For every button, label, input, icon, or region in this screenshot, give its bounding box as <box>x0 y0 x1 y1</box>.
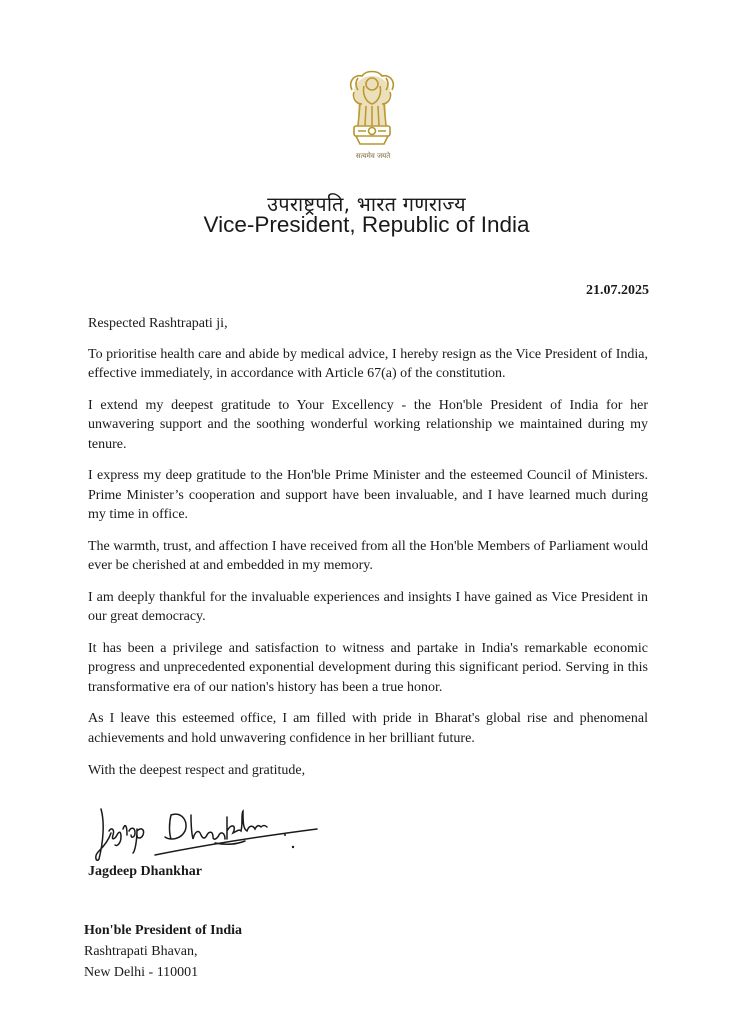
paragraph-pm-gratitude: I express my deep gratitude to the Hon'ble Prime Minister and the esteemed Council of Ministers. Prime Minister’s cooperation and support have been invaluable, and I have learned much during my time in office. <box>88 468 648 523</box>
paragraph-experiences: I am deeply thankful for the invaluable experiences and insights I have gained as Vice President in our great democracy. <box>88 589 648 625</box>
letter-body <box>88 345 648 792</box>
paragraph-president-gratitude: I extend my deepest gratitude to Your Excellency - the Hon'ble President of India for her unwavering support and the soothing wonderful working relationship we maintained during my tenure. <box>88 398 648 452</box>
handwritten-signature <box>95 803 335 865</box>
paragraph-privilege: It has been a privilege and satisfaction to witness and partake in India's remarkable economic progress and unprecedented exponential development during this significant period. Serving in this transformative era of our nation's history has been a true honor. <box>88 641 648 695</box>
closing: With the deepest respect and gratitude, <box>88 762 306 778</box>
addressee-block <box>84 920 242 983</box>
paragraph-farewell: As I leave this esteemed office, I am filled with pride in Bharat's global rise and phenomenal achievements and hold unwavering confidence in her brilliant future. <box>88 711 648 746</box>
emblem-motto: सत्यमेव जयते <box>355 152 391 160</box>
addressee-address-line: Rashtrapati Bhavan, <box>84 944 198 959</box>
paragraph-parliament: The warmth, trust, and affection I have received from all the Hon'ble Members of Parliament would ever be cherished at and embedded in my memory. <box>88 538 648 574</box>
letterhead-title-english: Vice-President, Republic of India <box>203 212 530 237</box>
addressee-city-line: New Delhi - 110001 <box>84 965 199 980</box>
addressee-title: Hon'ble President of India <box>84 923 243 938</box>
letter-date: 21.07.2025 <box>586 283 649 298</box>
paragraph-resignation: To prioritise health care and abide by medical advice, I hereby resign as the Vice President of India, effective immediately, in accordance with Article 67(a) of the constitution. <box>88 347 648 382</box>
salutation: Respected Rashtrapati ji, <box>88 316 228 331</box>
signer-name: Jagdeep Dhankhar <box>88 864 202 879</box>
national-emblem-icon <box>338 68 408 176</box>
letterhead-title-hindi: उपराष्ट्रपति, भारत गणराज्य <box>267 192 466 216</box>
